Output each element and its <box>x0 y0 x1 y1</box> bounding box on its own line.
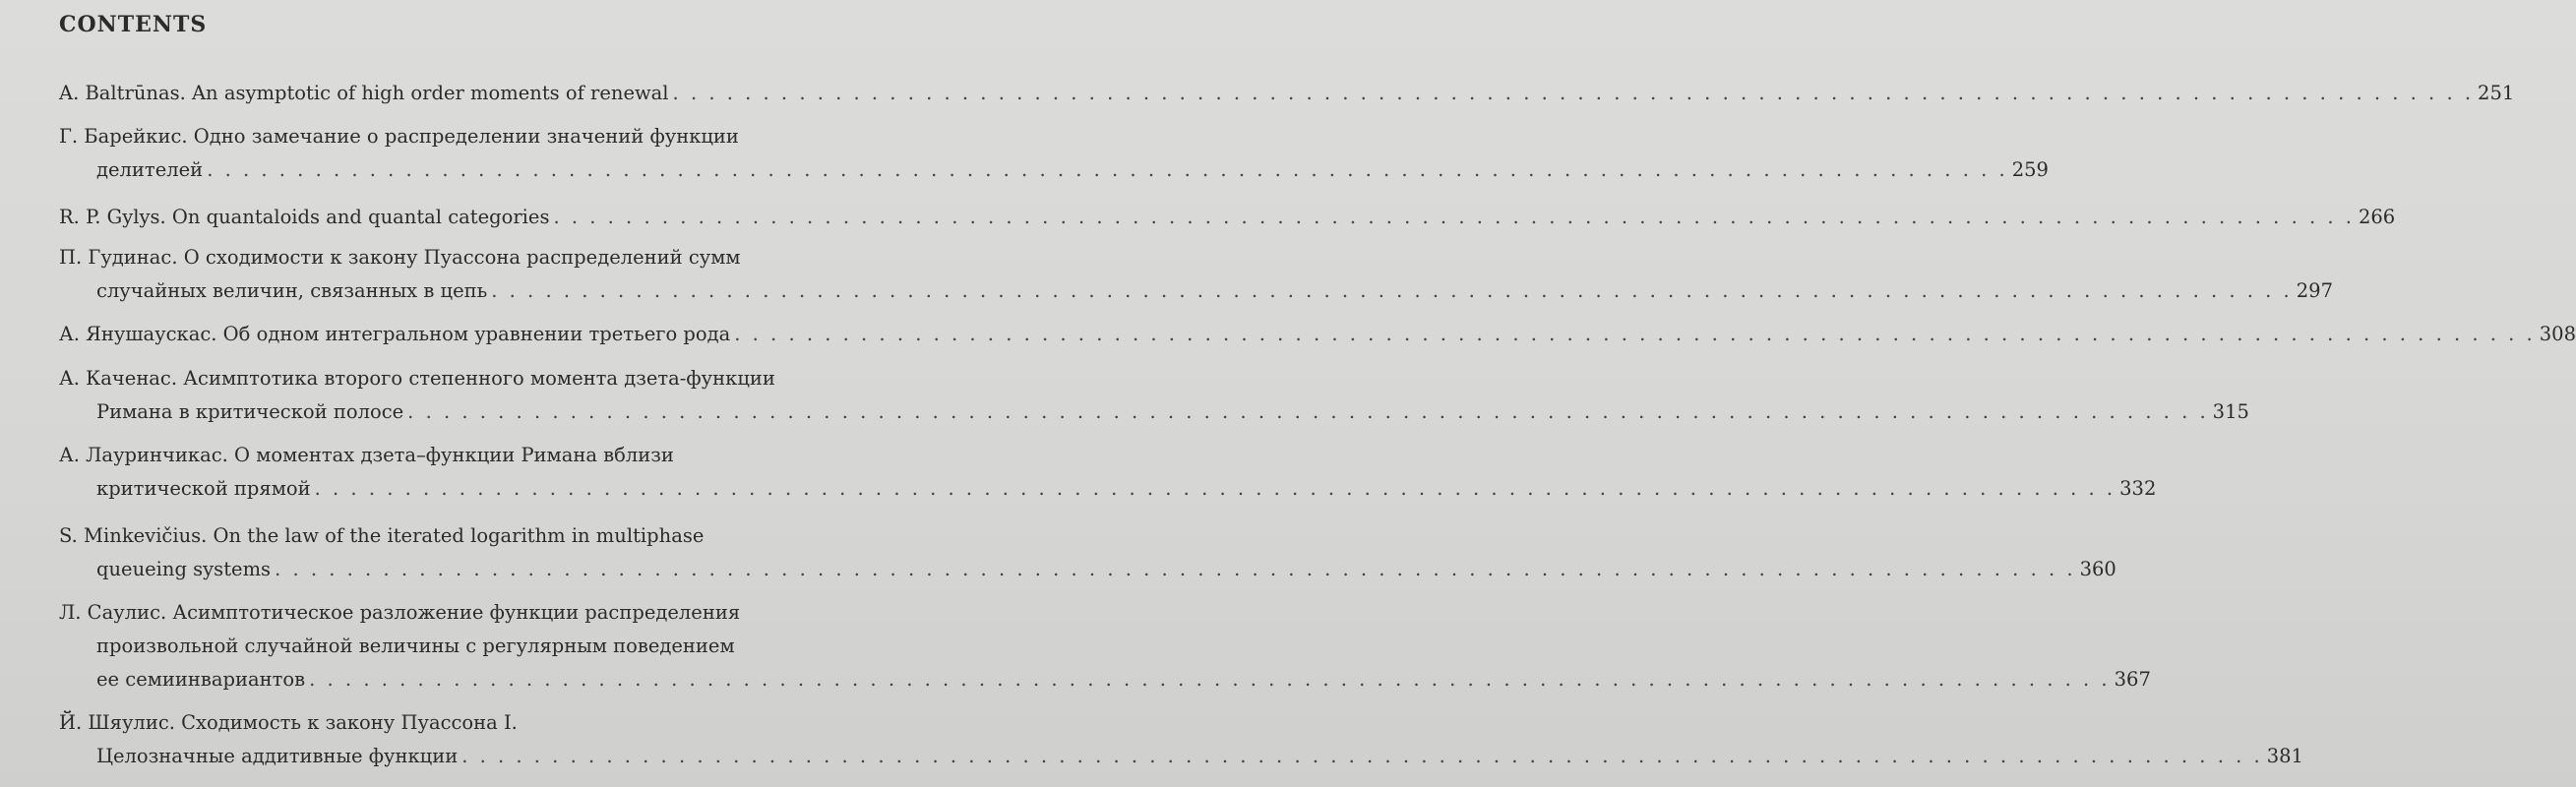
toc-entry <box>59 519 2116 586</box>
toc-entry-line <box>59 395 2249 429</box>
contents-heading: CONTENTS <box>59 12 208 37</box>
dot-leader <box>734 318 2536 351</box>
entry-text: R. P. Gylys. On quantaloids and quantal categories <box>59 206 550 228</box>
toc-entry-line <box>59 120 1004 153</box>
entry-text: А. Каченас. Асимптотика второго степенного момента дзета-функции <box>59 367 775 390</box>
dot-leader <box>673 77 2475 110</box>
entry-text: S. Minkevičius. On the law of the iterated logarithm in multiphase <box>59 524 705 547</box>
entry-text: A. Baltrūnas. An asymptotic of high order moments of renewal <box>59 82 669 104</box>
dot-leader <box>315 472 2116 506</box>
page-number: 315 <box>2212 400 2249 423</box>
page-number: 266 <box>2358 206 2396 228</box>
dot-leader <box>553 201 2355 234</box>
entry-text: Римана в критической полосе <box>96 400 404 423</box>
entry-text: queueing systems <box>96 558 272 580</box>
toc-entry <box>59 241 2333 308</box>
entry-text: П. Гудинас. О сходимости к закону Пуассона распределений сумм <box>59 246 741 269</box>
toc-entry-line <box>59 362 1004 395</box>
page-number: 259 <box>2011 158 2049 181</box>
dot-leader <box>491 274 2293 308</box>
toc-entry-line <box>59 740 2303 773</box>
page-number: 251 <box>2478 82 2515 104</box>
page-number: 360 <box>2079 558 2116 580</box>
dot-leader <box>309 663 2111 696</box>
toc-entry <box>59 362 2249 429</box>
toc-entry-line <box>59 201 2396 234</box>
entry-text: Л. Саулис. Асимптотическое разложение функции распределения <box>59 601 741 624</box>
entry-text: Целозначные аддитивные функции <box>96 745 459 767</box>
entry-text: Й. Шяулис. Сходимость к закону Пуассона I. <box>59 711 518 734</box>
toc-entry-line <box>59 706 1004 740</box>
toc-entry-line <box>59 630 1004 663</box>
toc-entry <box>59 439 2157 506</box>
toc-entry-line <box>59 553 2116 586</box>
toc-entry-line <box>59 519 1004 553</box>
toc-entry <box>59 77 2515 110</box>
page-number: 308 <box>2539 323 2576 345</box>
toc-entry-line <box>59 241 1004 274</box>
dot-leader <box>461 740 2263 773</box>
entry-text: А. Лауринчикас. О моментах дзета–функции Римана вблизи <box>59 444 674 466</box>
toc-entry-line <box>59 472 2157 506</box>
dot-leader <box>275 553 2076 586</box>
toc-entry <box>59 318 2576 351</box>
toc-entry-line <box>59 663 2151 696</box>
toc-entry-line <box>59 318 2576 351</box>
dot-leader <box>407 395 2209 429</box>
toc-entry <box>59 706 2303 773</box>
page-number: 367 <box>2114 668 2151 691</box>
entry-text: случайных величин, связанных в цепь <box>96 279 488 302</box>
toc-entry <box>59 596 2151 696</box>
entry-text: Г. Барейкис. Одно замечание о распределении значений функции <box>59 125 739 148</box>
page-number: 381 <box>2266 745 2303 767</box>
toc-entry-line <box>59 153 2049 187</box>
toc-entry <box>59 201 2396 234</box>
page-number: 332 <box>2119 477 2157 500</box>
entry-text: делителей <box>96 158 204 181</box>
toc-entry-line <box>59 439 1004 472</box>
toc-entry-line <box>59 596 1004 630</box>
page-number: 297 <box>2296 279 2333 302</box>
entry-text: А. Янушаускас. Об одном интегральном уравнении третьего рода <box>59 323 731 345</box>
toc-entry-line <box>59 274 2333 308</box>
entry-text: произвольной случайной величины с регулярным поведением <box>96 635 735 657</box>
toc-entry <box>59 120 2049 187</box>
entry-text: критической прямой <box>96 477 311 500</box>
toc-entry-line <box>59 77 2515 110</box>
entry-text: ее семиинвариантов <box>96 668 306 691</box>
dot-leader <box>207 153 2008 187</box>
